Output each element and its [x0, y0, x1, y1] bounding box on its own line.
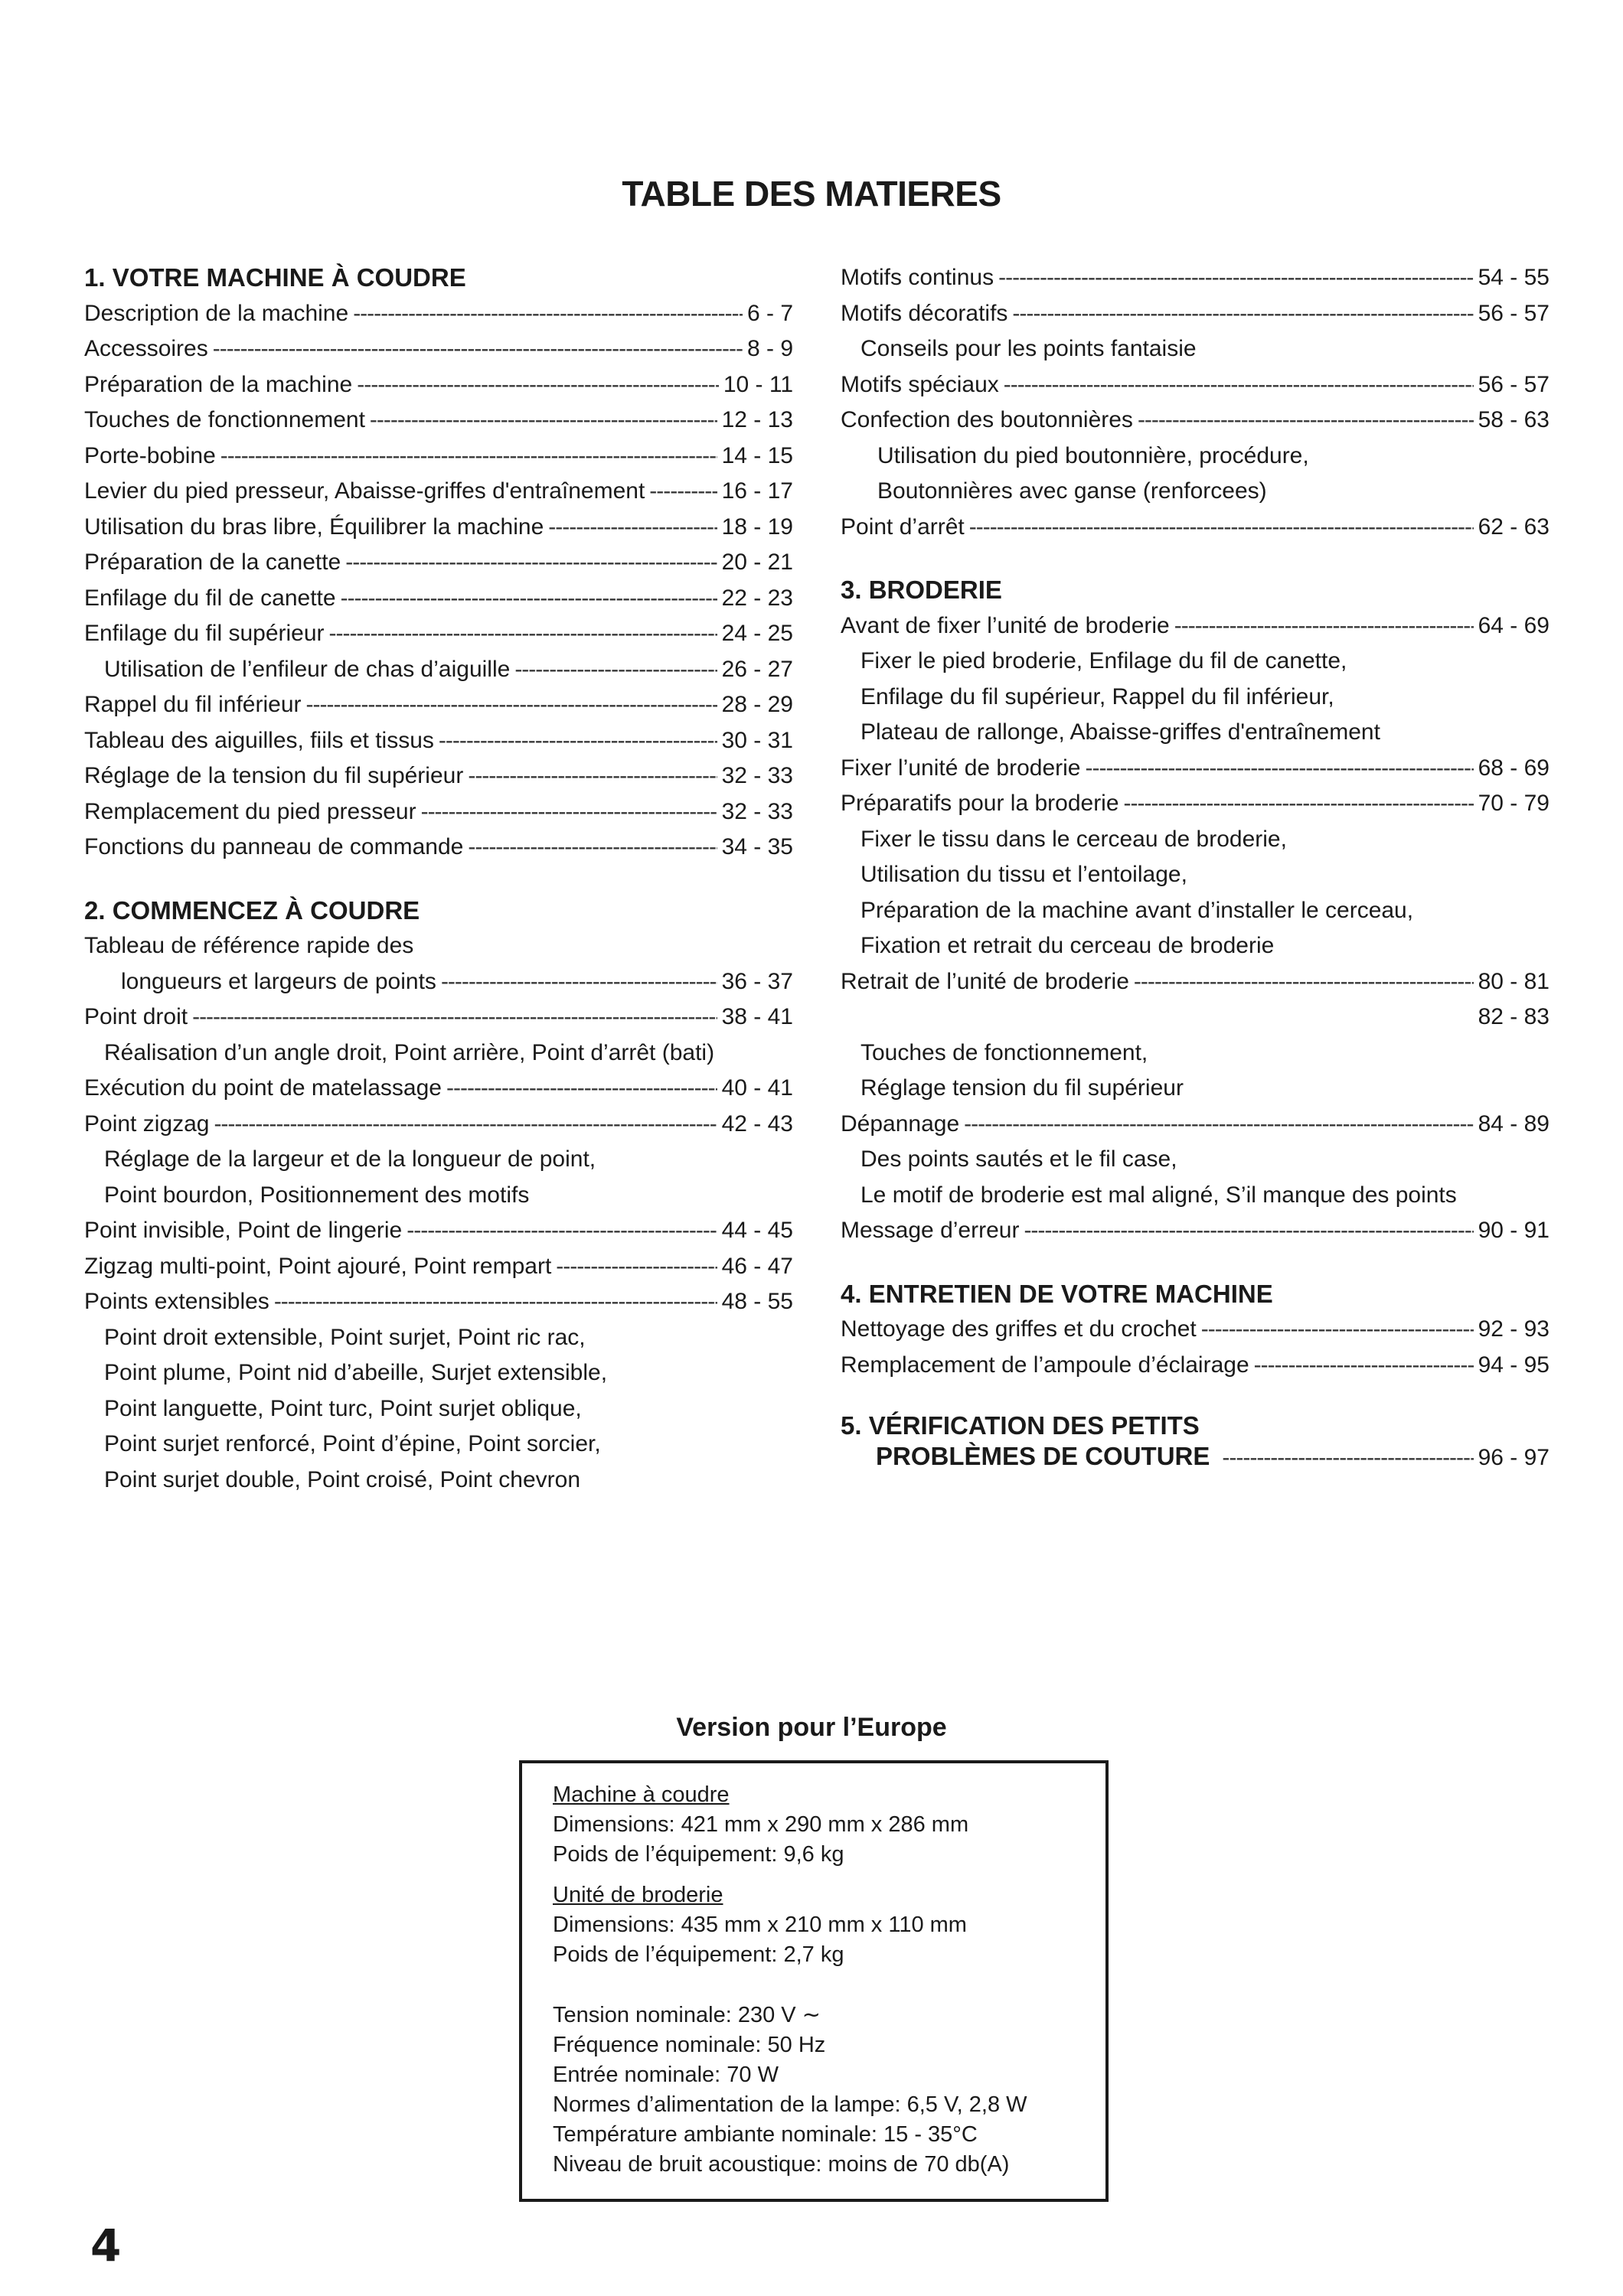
toc-entry-label: Description de la machine — [84, 300, 349, 326]
dot-leader — [649, 474, 717, 510]
toc-entry — [84, 723, 793, 759]
toc-entry-label: Réglage de la tension du fil supérieur — [84, 763, 464, 788]
toc-entry — [841, 403, 1550, 439]
toc-entry-label: Préparation de la canette — [84, 550, 341, 575]
toc-entry-label: Fixer l’unité de broderie — [841, 755, 1081, 781]
toc-entry — [84, 964, 793, 1000]
toc-entry-pages: 32 - 33 — [721, 798, 793, 824]
dot-leader — [357, 367, 719, 403]
toc-entry-label: Point droit — [84, 1004, 188, 1029]
spec-heading: Machine à coudre — [553, 1782, 730, 1807]
toc-left-column — [84, 260, 793, 1498]
dot-leader — [548, 510, 717, 546]
section-heading: 2. COMMENCEZ À COUDRE — [84, 895, 420, 925]
dot-leader — [1086, 751, 1474, 787]
spec-line: Tension nominale: 230 V ∼ — [553, 2003, 821, 2027]
toc-entry — [841, 296, 1550, 332]
toc-entry — [84, 1284, 793, 1320]
toc-entry-pages: 84 - 89 — [1478, 1110, 1550, 1137]
toc-entry-label: Tableau des aiguilles, fiils et tissus — [84, 727, 434, 753]
toc-entry-pages: 56 - 57 — [1478, 371, 1550, 397]
dot-leader — [1214, 1443, 1473, 1473]
toc-entry-label: PROBLÈMES DE COUTURE — [876, 1442, 1210, 1470]
toc-entry — [84, 296, 793, 332]
toc-entry — [84, 830, 793, 866]
toc-entry-pages: 94 - 95 — [1478, 1352, 1550, 1378]
toc-subentry: Préparation de la machine avant d’installer le cerceau, — [860, 897, 1414, 923]
toc-entry-label: Retrait de l’unité de broderie — [841, 968, 1129, 994]
dot-leader — [998, 260, 1474, 296]
dot-leader — [306, 687, 717, 723]
toc-entry — [84, 687, 793, 723]
toc-subentry: Réalisation d’un angle droit, Point arrière, Point d’arrêt (bati) — [104, 1039, 715, 1065]
toc-entry-label: Confection des boutonnières — [841, 407, 1133, 432]
toc-entry-pages: 26 - 27 — [721, 656, 793, 682]
toc-entry-label: Fonctions du panneau de commande — [84, 834, 464, 859]
toc-entry-label: Levier du pied presseur, Abaisse-griffes d'entraînement — [84, 478, 645, 504]
dot-leader — [220, 439, 717, 475]
toc-entry-label: Accessoires — [84, 336, 208, 361]
toc-entry-label: Nettoyage des griffes et du crochet — [841, 1316, 1197, 1342]
toc-subentry: Enfilage du fil supérieur, Rappel du fil inférieur, — [860, 683, 1334, 709]
toc-entry — [84, 1213, 793, 1249]
toc-entry — [84, 616, 793, 652]
toc-subentry: Boutonnières avec ganse (renforcees) — [877, 478, 1267, 504]
dot-leader — [1138, 403, 1474, 439]
spec-heading: Unité de broderie — [553, 1883, 723, 1907]
toc-entry-pages: 28 - 29 — [721, 692, 793, 717]
toc-entry — [841, 964, 1550, 1000]
toc-entry-pages: 68 - 69 — [1478, 755, 1550, 781]
toc-entry-pages: 18 - 19 — [721, 514, 793, 540]
dot-leader — [468, 758, 717, 794]
toc-subentry: Réglage tension du fil supérieur — [860, 1075, 1184, 1101]
toc-entry — [84, 403, 793, 439]
toc-entry-label: Préparation de la machine — [84, 371, 353, 397]
toc-entry — [84, 1071, 793, 1107]
toc-subentry: Point bourdon, Positionnement des motifs — [104, 1182, 530, 1208]
toc-subentry: Utilisation du tissu et l’entoilage, — [860, 862, 1187, 887]
toc-entry — [84, 331, 793, 367]
toc-entry — [841, 1107, 1550, 1143]
toc-entry-label: Motifs décoratifs — [841, 300, 1008, 326]
toc-entry-label: Motifs continus — [841, 265, 994, 290]
toc-subentry: Réglage de la largeur et de la longueur de point, — [104, 1146, 596, 1172]
toc-entry — [841, 751, 1550, 787]
toc-entry-pages: 42 - 43 — [721, 1110, 793, 1137]
dot-leader — [407, 1213, 717, 1249]
toc-entry-pages: 64 - 69 — [1478, 612, 1550, 638]
dot-leader — [964, 1107, 1473, 1143]
toc-entry — [841, 608, 1550, 644]
dot-leader — [192, 1000, 717, 1035]
toc-entry-pages: 34 - 35 — [721, 834, 793, 859]
toc-entry — [841, 1441, 1550, 1473]
dot-leader — [329, 616, 717, 652]
toc-entry-label: Point zigzag — [84, 1110, 210, 1137]
toc-entry — [841, 1348, 1550, 1384]
dot-leader — [1012, 296, 1473, 332]
toc-entry-pages: 20 - 21 — [721, 550, 793, 575]
dot-leader — [345, 545, 717, 581]
toc-entry-pages: 22 - 23 — [721, 585, 793, 611]
toc-entry-label: Remplacement du pied presseur — [84, 798, 416, 824]
toc-entry-label: Message d’erreur — [841, 1218, 1020, 1243]
toc-entry-pages: 54 - 55 — [1478, 265, 1550, 290]
toc-entry-label: Rappel du fil inférieur — [84, 692, 302, 717]
dot-leader — [439, 723, 717, 759]
toc-entry-pages: 38 - 41 — [721, 1004, 793, 1029]
page-number: 4 — [90, 2219, 122, 2272]
toc-entry-pages: 10 - 11 — [723, 371, 793, 397]
toc-entry — [84, 758, 793, 794]
toc-entry-label: Enfilage du fil de canette — [84, 585, 336, 611]
toc-entry-label: Touches de fonctionnement — [84, 407, 365, 432]
spec-line: Entrée nominale: 70 W — [553, 2063, 779, 2087]
toc-entry-pages: 46 - 47 — [721, 1253, 793, 1279]
toc-entry-pages: 90 - 91 — [1478, 1218, 1550, 1243]
toc-entry-pages: 14 - 15 — [721, 442, 793, 468]
dot-leader — [1134, 964, 1474, 1000]
toc-entry-label: Motifs spéciaux — [841, 371, 999, 397]
toc-entry-pages: 36 - 37 — [721, 968, 793, 994]
toc-entry-pages: 80 - 81 — [1478, 968, 1550, 994]
dot-leader — [370, 403, 717, 439]
spec-line: Niveau de bruit acoustique: moins de 70 db(A) — [553, 2152, 1010, 2177]
dot-leader — [214, 1107, 717, 1143]
toc-subentry: Point surjet renforcé, Point d’épine, Point sorcier, — [104, 1431, 601, 1456]
toc-entry-pages: 30 - 31 — [721, 727, 793, 753]
toc-entry — [841, 1213, 1550, 1249]
toc-entry-label: Tableau de référence rapide des — [84, 933, 414, 958]
toc-entry — [84, 794, 793, 830]
toc-entry-pages: 44 - 45 — [721, 1218, 793, 1243]
toc-entry-pages: 62 - 63 — [1478, 514, 1550, 540]
toc-entry-pages: 96 - 97 — [1478, 1445, 1550, 1470]
dot-leader — [1254, 1348, 1474, 1384]
toc-entry — [84, 1000, 793, 1035]
toc-entry-label: Zigzag multi-point, Point ajouré, Point rempart — [84, 1253, 552, 1279]
toc-subentry: Touches de fonctionnement, — [860, 1039, 1148, 1065]
toc-entry-pages: 8 - 9 — [746, 336, 793, 361]
dot-leader — [274, 1284, 717, 1320]
spec-line: Température ambiante nominale: 15 - 35°C — [553, 2122, 978, 2147]
spec-line: Dimensions: 421 mm x 290 mm x 286 mm — [553, 1812, 969, 1837]
toc-subentry: Point droit extensible, Point surjet, Point ric rac, — [104, 1324, 586, 1350]
dot-leader — [1124, 786, 1474, 822]
toc-entry-pages: 40 - 41 — [721, 1075, 793, 1101]
dot-leader — [446, 1071, 717, 1107]
toc-entry — [841, 510, 1550, 546]
toc-subentry: Point plume, Point nid d’abeille, Surjet extensible, — [104, 1360, 608, 1385]
toc-entry-pages: 16 - 17 — [721, 478, 793, 504]
toc-entry-label: Dépannage — [841, 1110, 960, 1137]
page-title: TABLE DES MATIERES — [622, 174, 1001, 214]
toc-subentry: Fixer le pied broderie, Enfilage du fil de canette, — [860, 648, 1347, 673]
version-title: Version pour l’Europe — [676, 1713, 947, 1742]
toc-entry-pages: 12 - 13 — [721, 407, 793, 432]
toc-entry-pages: 48 - 55 — [721, 1289, 793, 1314]
toc-subentry: Plateau de rallonge, Abaisse-griffes d'entraînement — [860, 719, 1380, 745]
spec-line: Normes d’alimentation de la lampe: 6,5 V, 2,8 W — [553, 2092, 1027, 2117]
toc-entry — [84, 652, 793, 688]
spec-line: Fréquence nominale: 50 Hz — [553, 2033, 826, 2057]
dot-leader — [468, 830, 717, 866]
dot-leader — [213, 331, 743, 367]
toc-entry-label: Point d’arrêt — [841, 514, 965, 540]
dot-leader — [341, 581, 717, 617]
dot-leader — [441, 964, 717, 1000]
dot-leader — [1024, 1213, 1473, 1249]
toc-entry-label: Exécution du point de matelassage — [84, 1075, 442, 1101]
dot-leader — [1201, 1312, 1474, 1348]
toc-entry-label: Enfilage du fil supérieur — [84, 621, 325, 646]
dot-leader — [353, 296, 743, 332]
toc-entry-pages: 56 - 57 — [1478, 300, 1550, 326]
toc-entry-label: Utilisation de l’enfileur de chas d’aiguille — [104, 656, 511, 682]
toc-entry-label: Point invisible, Point de lingerie — [84, 1218, 403, 1243]
toc-subentry: Le motif de broderie est mal aligné, S’il manque des points — [860, 1182, 1457, 1208]
toc-entry — [841, 367, 1550, 403]
dot-leader — [1174, 608, 1474, 644]
toc-entry — [84, 1107, 793, 1143]
toc-entry-pages: 6 - 7 — [746, 300, 793, 326]
toc-entry-label: Préparatifs pour la broderie — [841, 791, 1119, 816]
dot-leader — [514, 652, 717, 688]
section-heading: 5. VÉRIFICATION DES PETITS — [841, 1411, 1200, 1440]
section-heading: 3. BRODERIE — [841, 576, 1002, 604]
toc-entry — [84, 367, 793, 403]
toc-subentry: Fixer le tissu dans le cerceau de broderie, — [860, 826, 1287, 852]
toc-entry-label: Utilisation du bras libre, Équilibrer la machine — [84, 514, 544, 540]
toc-entry-pages: 92 - 93 — [1478, 1316, 1550, 1342]
toc-subentry: Utilisation du pied boutonnière, procédure, — [877, 442, 1309, 468]
toc-entry — [84, 1249, 793, 1285]
spec-box — [519, 1760, 1109, 2202]
toc-entry — [84, 439, 793, 475]
toc-entry-label: Points extensibles — [84, 1289, 269, 1314]
toc-subentry: Des points sautés et le fil case, — [860, 1146, 1177, 1172]
toc-entry — [841, 786, 1550, 822]
toc-entry — [84, 510, 793, 546]
toc-entry-pages: 82 - 83 — [1478, 1004, 1550, 1029]
spec-line: Poids de l’équipement: 2,7 kg — [553, 1942, 844, 1967]
dot-leader — [1004, 367, 1474, 403]
toc-entry-label: Avant de fixer l’unité de broderie — [841, 612, 1170, 638]
toc-entry-pages: 24 - 25 — [721, 621, 793, 646]
toc-entry-label: longueurs et largeurs de points — [121, 968, 436, 994]
toc-entry-pages: 70 - 79 — [1478, 791, 1550, 816]
toc-entry — [84, 581, 793, 617]
toc-subentry: Point languette, Point turc, Point surjet oblique, — [104, 1395, 582, 1421]
dot-leader — [556, 1249, 717, 1285]
toc-subentry: Fixation et retrait du cerceau de broderie — [860, 933, 1275, 958]
toc-right-column — [841, 260, 1550, 1473]
toc-entry — [84, 474, 793, 510]
toc-subentry: Conseils pour les points fantaisie — [860, 336, 1197, 361]
toc-entry-label: Remplacement de l’ampoule d’éclairage — [841, 1352, 1249, 1378]
spec-line: Poids de l’équipement: 9,6 kg — [553, 1842, 844, 1867]
dot-leader — [969, 510, 1474, 546]
toc-entry-pages: 58 - 63 — [1478, 407, 1550, 432]
toc-entry — [841, 1312, 1550, 1348]
section-heading: 4. ENTRETIEN DE VOTRE MACHINE — [841, 1279, 1273, 1308]
toc-entry — [84, 545, 793, 581]
toc-entry — [841, 260, 1550, 296]
dot-leader — [421, 794, 717, 830]
section-heading: 1. VOTRE MACHINE À COUDRE — [84, 263, 466, 292]
toc-entry-pages: 32 - 33 — [721, 763, 793, 788]
toc-entry-label: Porte-bobine — [84, 442, 216, 468]
toc-subentry: Point surjet double, Point croisé, Point chevron — [104, 1466, 581, 1492]
spec-line: Dimensions: 435 mm x 210 mm x 110 mm — [553, 1913, 967, 1937]
